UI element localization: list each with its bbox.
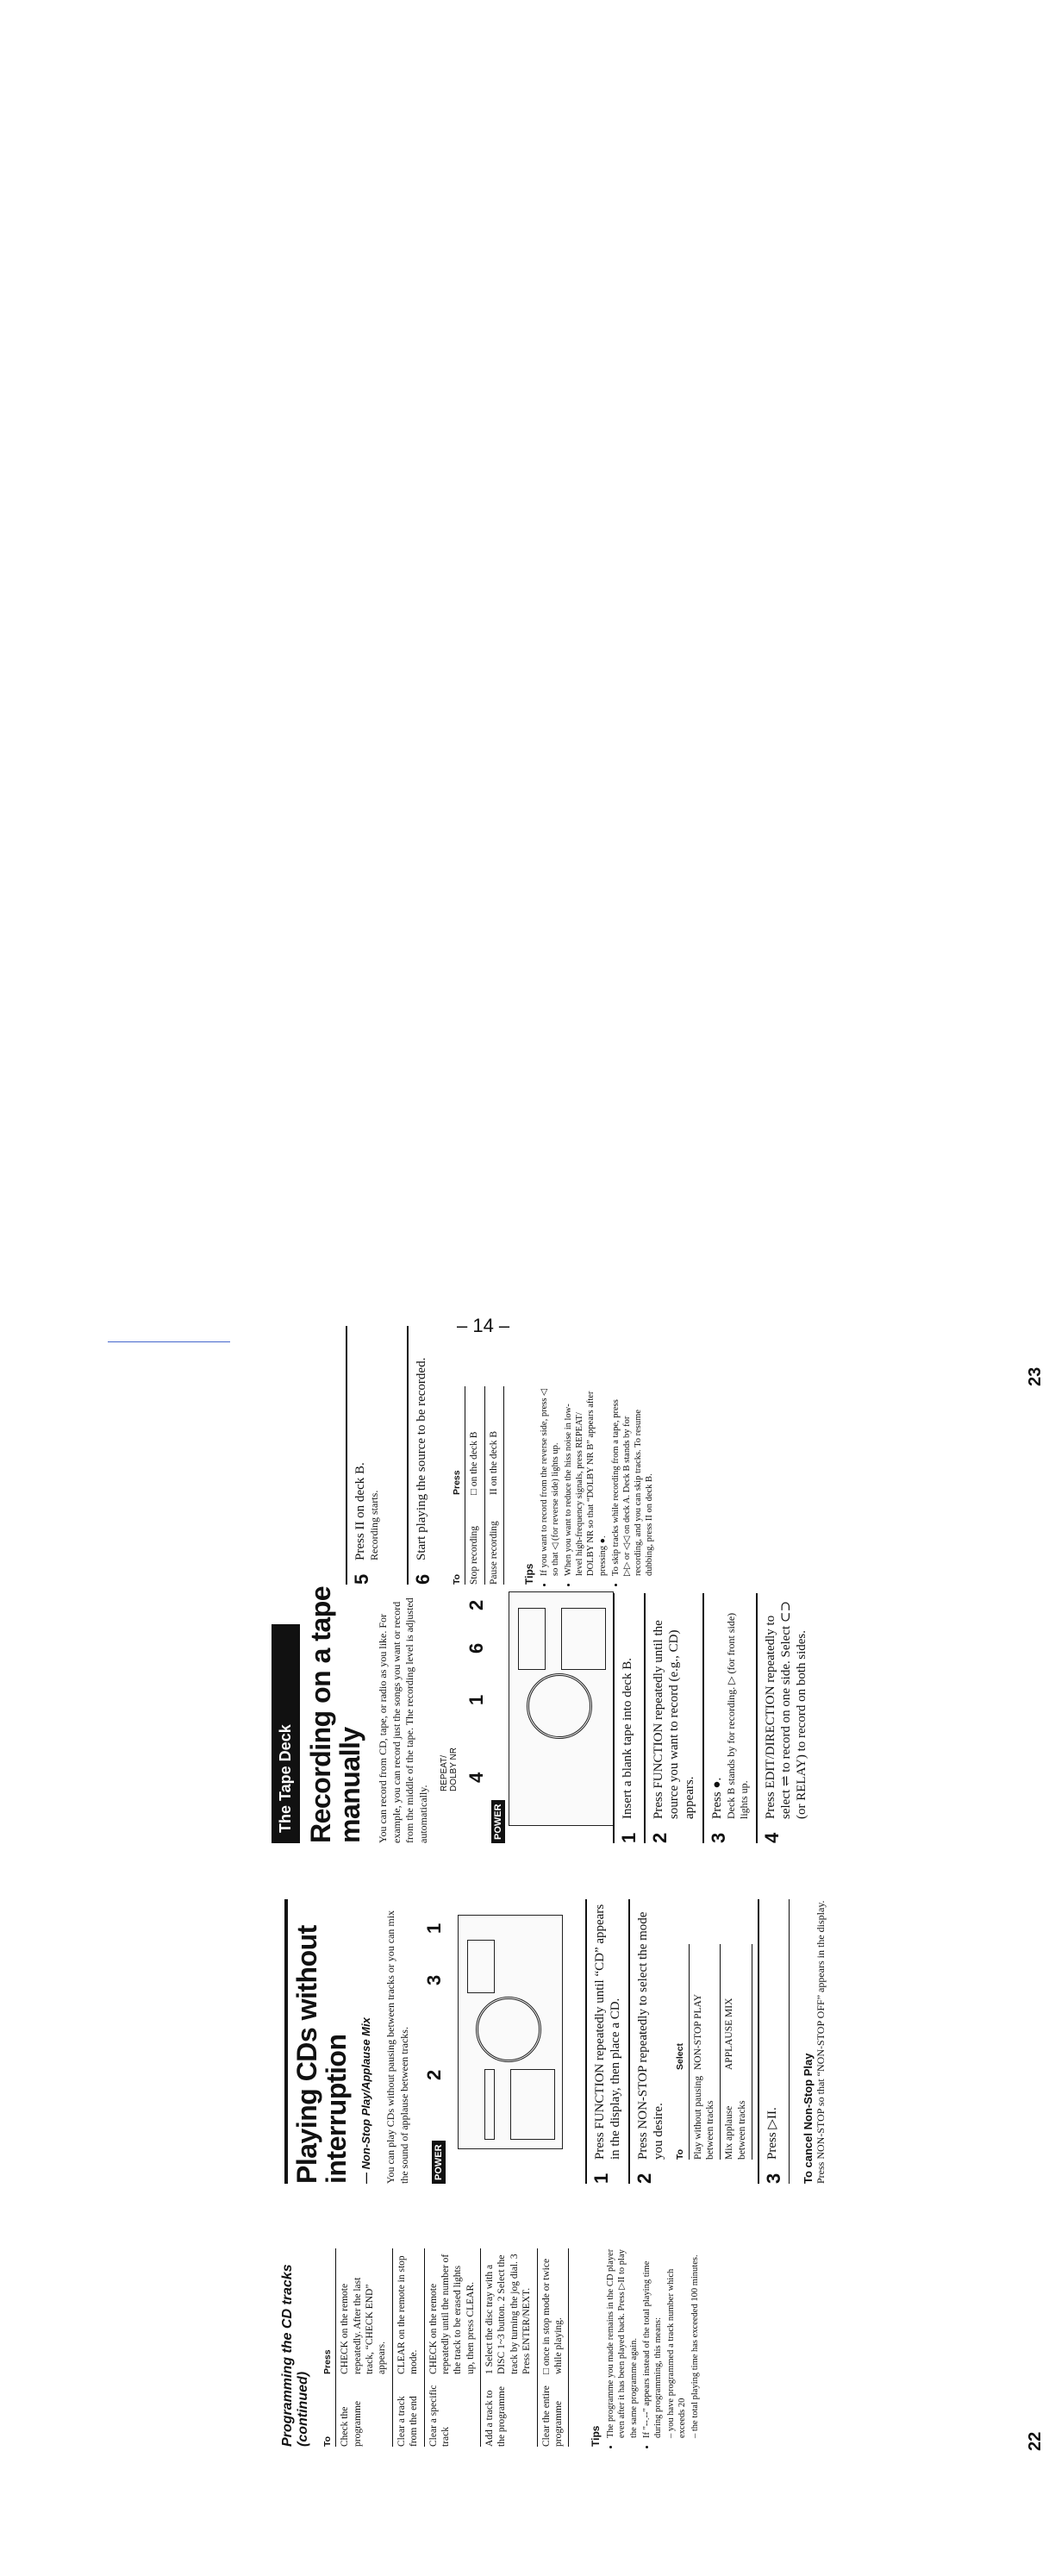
step-text: Insert a blank tape into deck B.	[621, 1657, 634, 1819]
step-text: Press NON-STOP repeatedly to select the mode you desire.	[636, 1911, 666, 2160]
cancel-title: To cancel Non-Stop Play	[802, 2053, 815, 2184]
step-number: 1	[618, 1832, 640, 1843]
step-3	[702, 1593, 751, 1843]
cassette-deck	[561, 1608, 606, 1670]
cell-to: Stop recording	[465, 1495, 484, 1585]
stereo-body	[458, 1915, 563, 2149]
callout-6: 6	[465, 1642, 487, 1654]
disc-tray	[484, 2069, 495, 2140]
cell-press: II on the deck B	[484, 1386, 503, 1495]
cell-to: Clear a specific track	[424, 2374, 481, 2447]
step-number: 1	[590, 2173, 613, 2184]
steps-5-6	[340, 1326, 657, 1585]
tape-illustration	[440, 1585, 621, 1843]
cell-to: Clear the entire programme	[537, 2374, 569, 2447]
cell-select: NON-STOP PLAY	[689, 1944, 721, 2070]
cell-to: Add a track to the programme	[481, 2374, 538, 2447]
step-5	[346, 1326, 381, 1585]
col-to: To	[450, 1495, 465, 1585]
jog-dial-icon	[527, 1673, 592, 1739]
step-4	[756, 1593, 809, 1843]
tip-item: • To skip tracks while recording from a tape, press ▷▷ or ◁◁ on deck A. Deck B stands by for recording, and you can skip tracks. To resume dubbing, press II on deck B.	[610, 1386, 656, 1576]
step-number: 6	[412, 1573, 434, 1585]
col-select: Select	[673, 1944, 689, 2070]
footer-rule	[108, 1341, 230, 1342]
cell-press: CHECK on the remote repeatedly until the number of the track to be erased lights up, then press CLEAR.	[424, 2248, 481, 2374]
cell-to: Play without pausing between tracks	[689, 2070, 721, 2160]
table-row	[689, 1944, 721, 2160]
tips-title: Tips	[590, 2425, 602, 2447]
step-subtext: Recording starts.	[368, 1490, 380, 1560]
step-text: Start playing the source to be recorded.	[415, 1357, 428, 1560]
tips-box	[590, 2248, 701, 2447]
cell-to: Mix applause between tracks	[721, 2070, 752, 2160]
tip-item: • When you want to reduce the hiss noise in low-level high-frequency signals, press REPEAT/ DOLBY NR so that “DOLBY NR B” appears after pressing ●.	[563, 1386, 609, 1576]
callout-2: 2	[465, 1599, 487, 1610]
step-subtext: Deck B stands by for recording. ▷ (for front side) lights up.	[725, 1612, 750, 1819]
tips-box-right	[523, 1386, 655, 1585]
table-row	[484, 1386, 503, 1585]
cell-press: 1 Select the disc tray with a DISC 1~3 button. 2 Select the track by turning the jog dial. 3 Press ENTER/NEXT.	[481, 2248, 538, 2374]
step-3	[758, 1899, 783, 2184]
cancel-text: Press NON-STOP so that “NON-STOP OFF” appears in the display.	[815, 1900, 827, 2184]
step-1	[585, 1899, 623, 2184]
cell-press: CLEAR on the remote in stop mode.	[392, 2248, 424, 2374]
tip-item: – the total playing time has exceeded 100 minutes.	[690, 2254, 701, 2438]
record-table	[450, 1386, 504, 1585]
heading-text: Programming the CD tracks	[280, 2264, 295, 2447]
section-heading	[280, 2248, 310, 2447]
display-panel	[518, 1608, 546, 1670]
rotated-spread	[155, 1210, 1055, 2576]
display-panel	[467, 1940, 495, 1993]
page-number-left: 22	[1026, 2431, 1045, 2451]
callout-1: 1	[465, 1694, 487, 1705]
cell-press: CHECK on the remote repeatedly. After the last track, “CHECK END” appears.	[336, 2248, 393, 2374]
tape-deck-body	[509, 1591, 614, 1826]
callout-2: 2	[423, 2069, 446, 2080]
power-label-right: POWER	[491, 1800, 505, 1843]
table-row	[392, 2248, 424, 2447]
page-number-right: 23	[1026, 1366, 1045, 1386]
title-rule	[284, 1899, 288, 2184]
power-label: POWER	[432, 2141, 446, 2184]
tip-item: – you have programmed a track number which exceeds 20	[665, 2268, 688, 2438]
cell-to: Clear a track from the end	[392, 2374, 424, 2447]
page-title-right: Recording on a tape manually	[305, 1585, 365, 1843]
step-number: 5	[351, 1573, 372, 1585]
cell-to: Check the programme	[336, 2374, 393, 2447]
stereo-illustration	[423, 1899, 570, 2184]
cell-select: APPLAUSE MIX	[721, 1944, 752, 2070]
right-section	[272, 1326, 808, 1843]
step-number: 4	[761, 1832, 783, 1843]
step-number: 3	[708, 1832, 729, 1843]
callout-4: 4	[465, 1772, 487, 1783]
cell-press: □ on the deck B	[465, 1386, 484, 1495]
table-row	[721, 1944, 752, 2160]
repeat-dolby-label: REPEAT/ DOLBY NR	[439, 1748, 459, 1791]
step-2	[644, 1593, 697, 1843]
table-row	[537, 2248, 569, 2447]
step-number: 3	[763, 2173, 784, 2184]
col-to: To	[673, 2070, 689, 2160]
step-text: Press EDIT/DIRECTION repeatedly to select ⇌ to record on one side. Select ⊂⊃ (or RELAY) to record on both sides.	[764, 1600, 808, 1819]
col-press: Press	[321, 2248, 336, 2374]
cell-to: Pause recording	[484, 1495, 503, 1585]
programme-table	[321, 2248, 569, 2447]
step-text: Press ●.	[710, 1777, 724, 1819]
step-text: Press FUNCTION repeatedly until “CD” appears in the display, then place a CD.	[593, 1904, 623, 2160]
callout-1: 1	[423, 1923, 446, 1934]
section-banner: The Tape Deck	[272, 1624, 300, 1843]
step-number: 2	[634, 2173, 656, 2184]
footer-number: – 14 –	[457, 1315, 510, 1336]
page-subtitle: — Non-Stop Play/Applause Mix	[359, 2017, 373, 2184]
step-1	[613, 1593, 639, 1843]
center-column	[284, 1899, 828, 2184]
col-press: Press	[450, 1386, 465, 1495]
mode-table	[673, 1944, 752, 2160]
table-row	[465, 1386, 484, 1585]
intro-text-right: You can record from CD, tape, or radio as you like. For example, you can record just the songs you want or record from the middle of the tape. The recording level is adjusted automatically.	[377, 1597, 429, 1843]
page-title: Playing CDs without interruption	[291, 1925, 352, 2184]
step-number: 2	[649, 1832, 671, 1843]
intro-text: You can play CDs without pausing between tracks or you can mix the sound of applause between tracks.	[384, 1910, 410, 2184]
step-text: Press II on deck B.	[353, 1462, 367, 1560]
divider	[789, 1899, 790, 2184]
button-panel	[510, 2069, 555, 2140]
tip-item: • If you want to record from the reverse side, press ◁ so that ◁ (for reverse side) lights up.	[539, 1386, 561, 1576]
left-column	[280, 2248, 702, 2447]
col-to: To	[321, 2374, 336, 2447]
jog-dial-icon	[476, 1997, 541, 2062]
step-text: Press ▷II.	[765, 2107, 779, 2160]
steps-1-4	[608, 1593, 809, 1843]
step-6	[407, 1326, 433, 1585]
cell-press: □ once in stop mode or twice while playing.	[537, 2248, 569, 2374]
table-row	[336, 2248, 393, 2447]
heading-continued: (continued)	[295, 2371, 310, 2447]
tip-item: • The programme you made remains in the CD player even after it has been played back. Press ▷II to play the same programme again.	[605, 2248, 639, 2438]
tip-item: • If "--.--" appears instead of the total playing time during programming, this means:	[641, 2248, 664, 2438]
table-row	[424, 2248, 481, 2447]
table-row	[481, 2248, 538, 2447]
step-text: Press FUNCTION repeatedly until the source you want to record (e.g., CD) appears.	[652, 1620, 696, 1819]
callout-3: 3	[423, 1974, 446, 1985]
tips-title: Tips	[522, 1563, 535, 1585]
step-2	[628, 1899, 752, 2184]
